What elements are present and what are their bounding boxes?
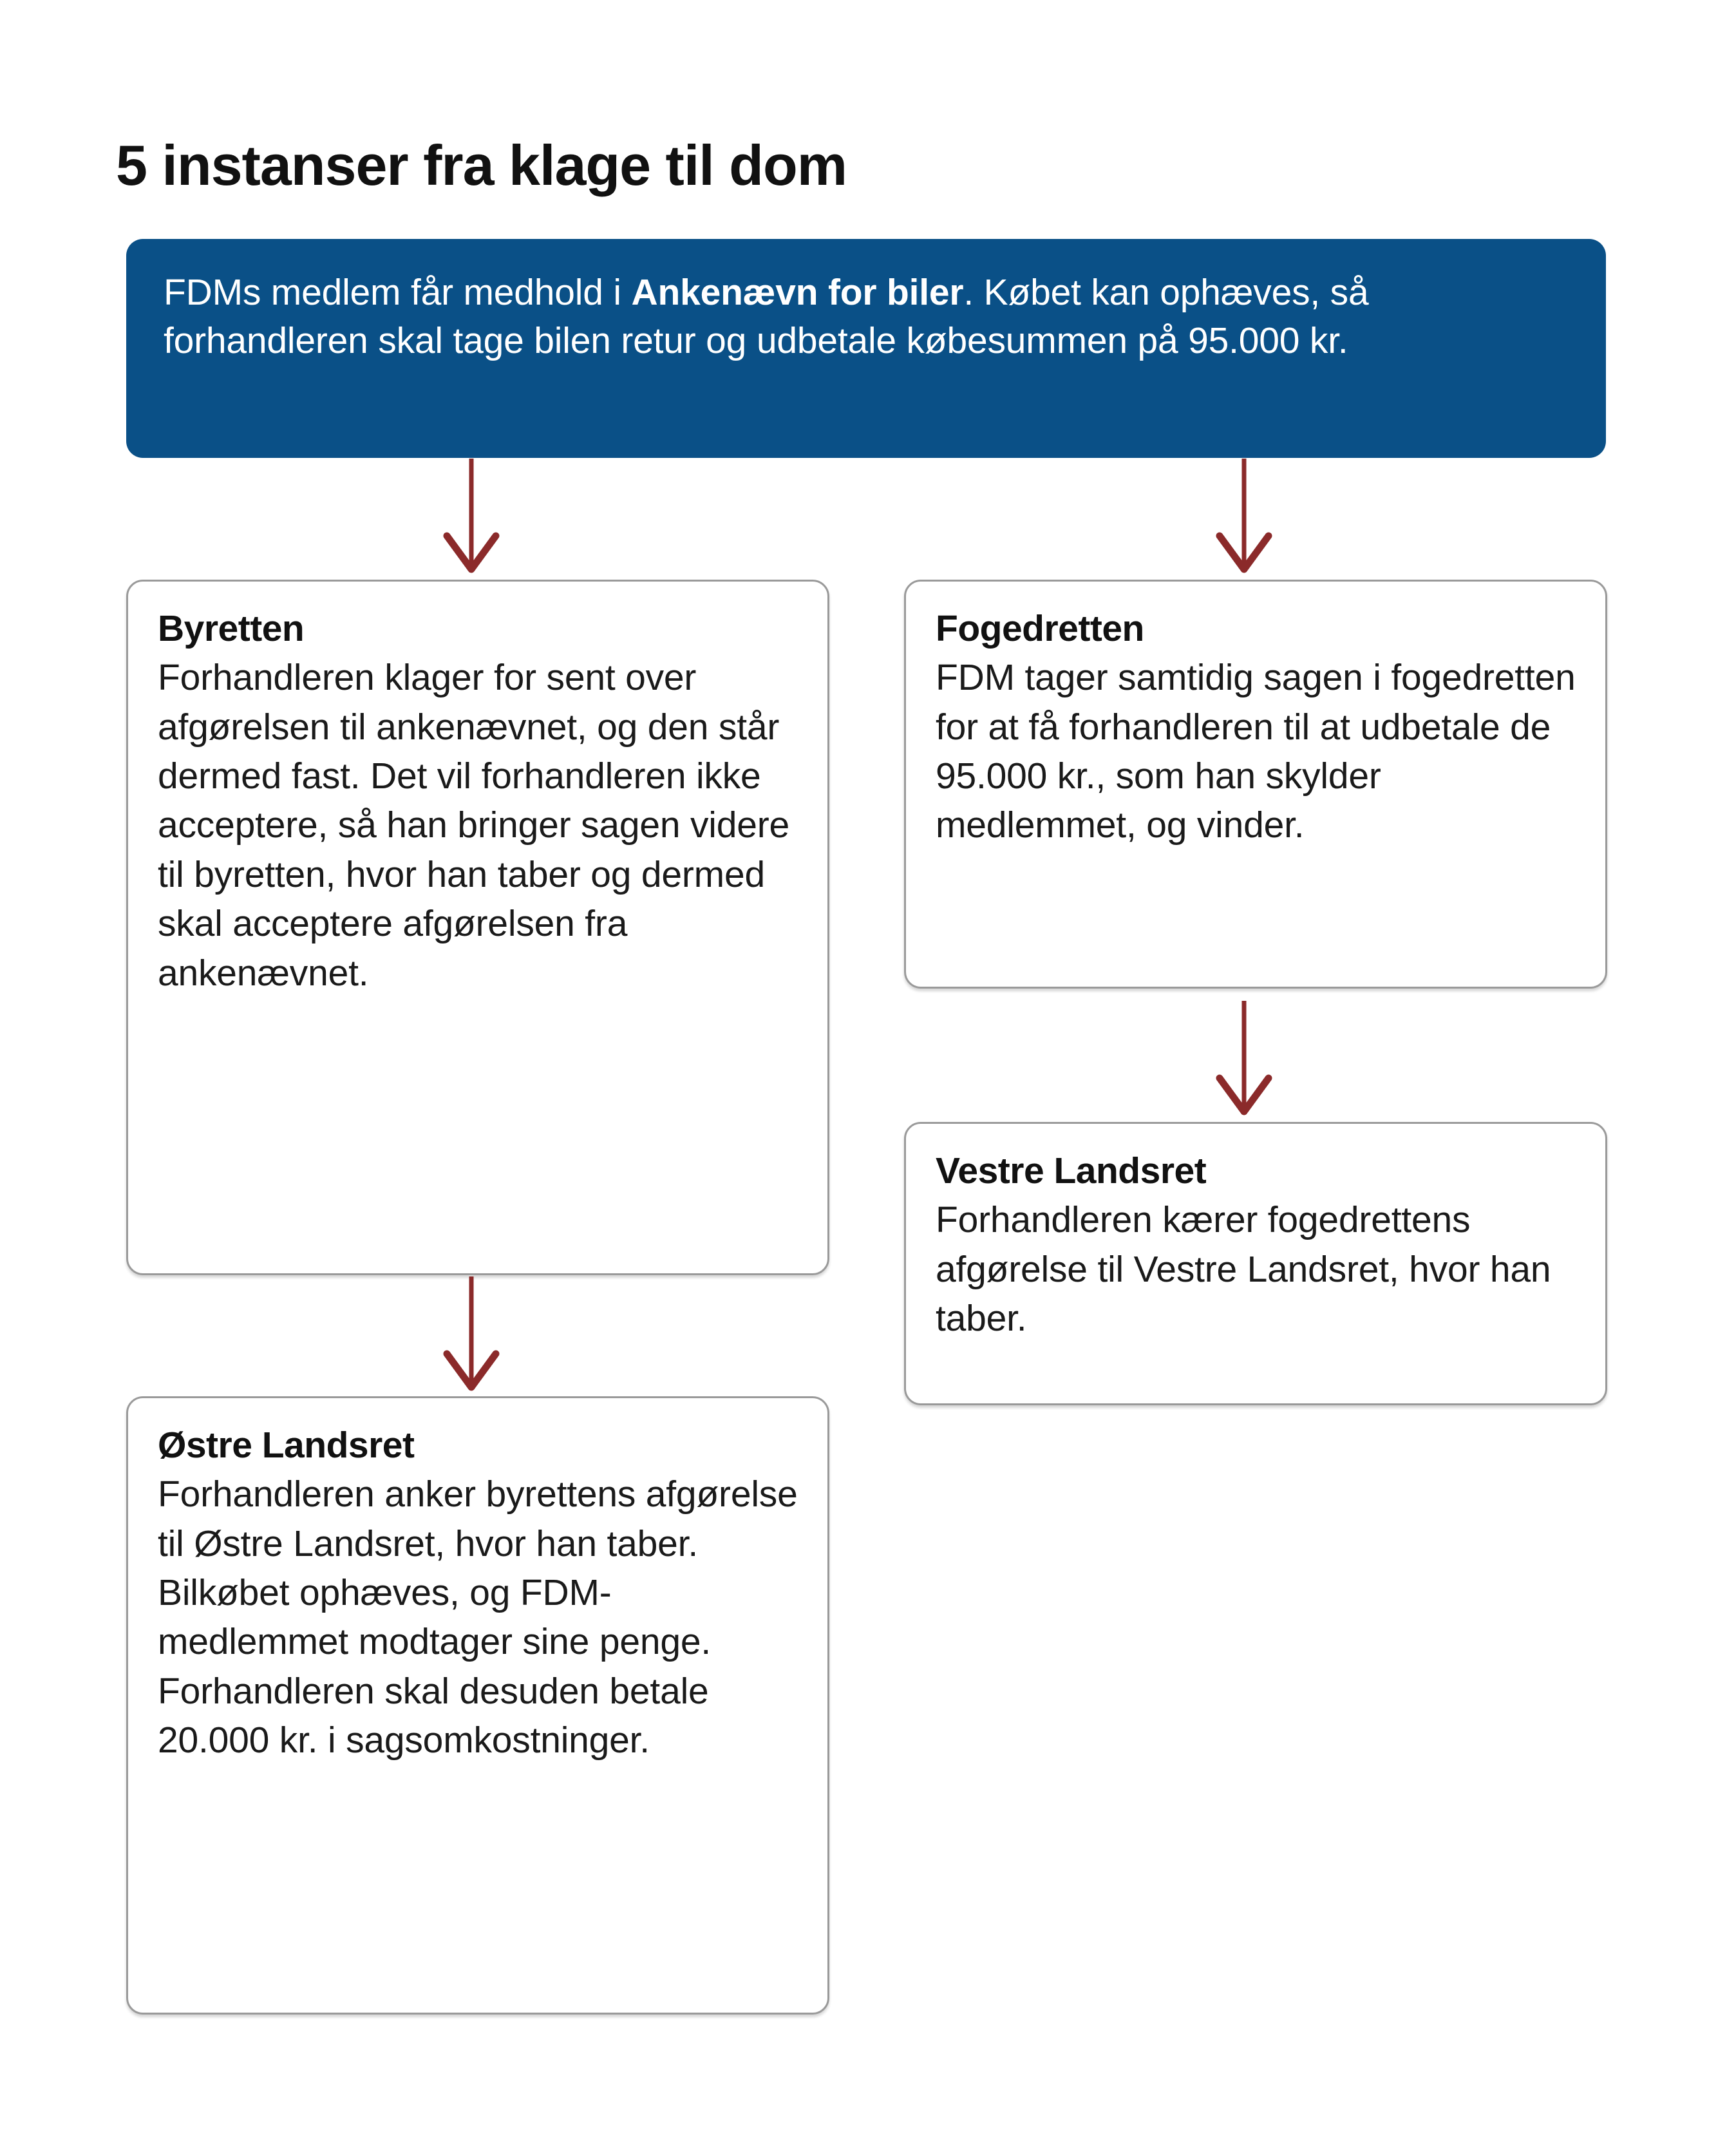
card-byretten-title: Byretten xyxy=(158,608,305,649)
card-vestre-landsret-title: Vestre Landsret xyxy=(936,1150,1207,1191)
arrow-down-icon-intro-to-byretten xyxy=(433,459,510,578)
arrow-down-icon-intro-to-fogedretten xyxy=(1205,459,1283,578)
intro-banner-text xyxy=(164,269,1569,365)
card-fogedretten-body: FDM tager samtidig sagen i fogedretten for at få forhandleren til at udbetale de 95.000 kr., som han skylder medlemmet, og vinder. xyxy=(936,657,1576,846)
arrow-down-icon-fogedretten-to-vestre xyxy=(1205,1001,1283,1121)
intro-text-before: FDMs medlem får medhold i xyxy=(164,272,632,313)
intro-banner xyxy=(126,239,1606,458)
card-ostre-landsret xyxy=(126,1396,829,2015)
arrow-down-icon-byretten-to-ostre xyxy=(433,1276,510,1396)
card-vestre-landsret-body: Forhandleren kærer fogedrettens afgørelse til Vestre Landsret, hvor han taber. xyxy=(936,1199,1551,1339)
card-fogedretten-title: Fogedretten xyxy=(936,608,1144,649)
page-title: 5 instanser fra klage til dom xyxy=(116,133,847,197)
card-ostre-landsret-body: Forhandleren anker byrettens afgørelse til Østre Landsret, hvor han taber. Bilkøbet ophæves, og FDM-medlemmet modtager sine penge. Forhandleren skal desuden betale 20.000 kr. i sagsomkostninger. xyxy=(158,1474,798,1761)
card-ostre-landsret-title: Østre Landsret xyxy=(158,1425,415,1466)
intro-emphasis-ankenaevn: Ankenævn for biler xyxy=(631,272,964,313)
card-byretten xyxy=(126,580,829,1275)
card-fogedretten xyxy=(904,580,1607,989)
intro-text-after: . Købet kan ophæves, så forhandleren skal tage bilen retur og udbetale købesummen på 95.000 kr. xyxy=(164,272,1369,362)
card-byretten-body: Forhandleren klager for sent over afgørelsen til ankenævnet, og den står dermed fast. Det vil forhandleren ikke acceptere, så han bringer sagen videre til byretten, hvor han taber og dermed skal acceptere afgørelsen fra ankenævnet. xyxy=(158,657,790,994)
card-vestre-landsret xyxy=(904,1122,1607,1405)
